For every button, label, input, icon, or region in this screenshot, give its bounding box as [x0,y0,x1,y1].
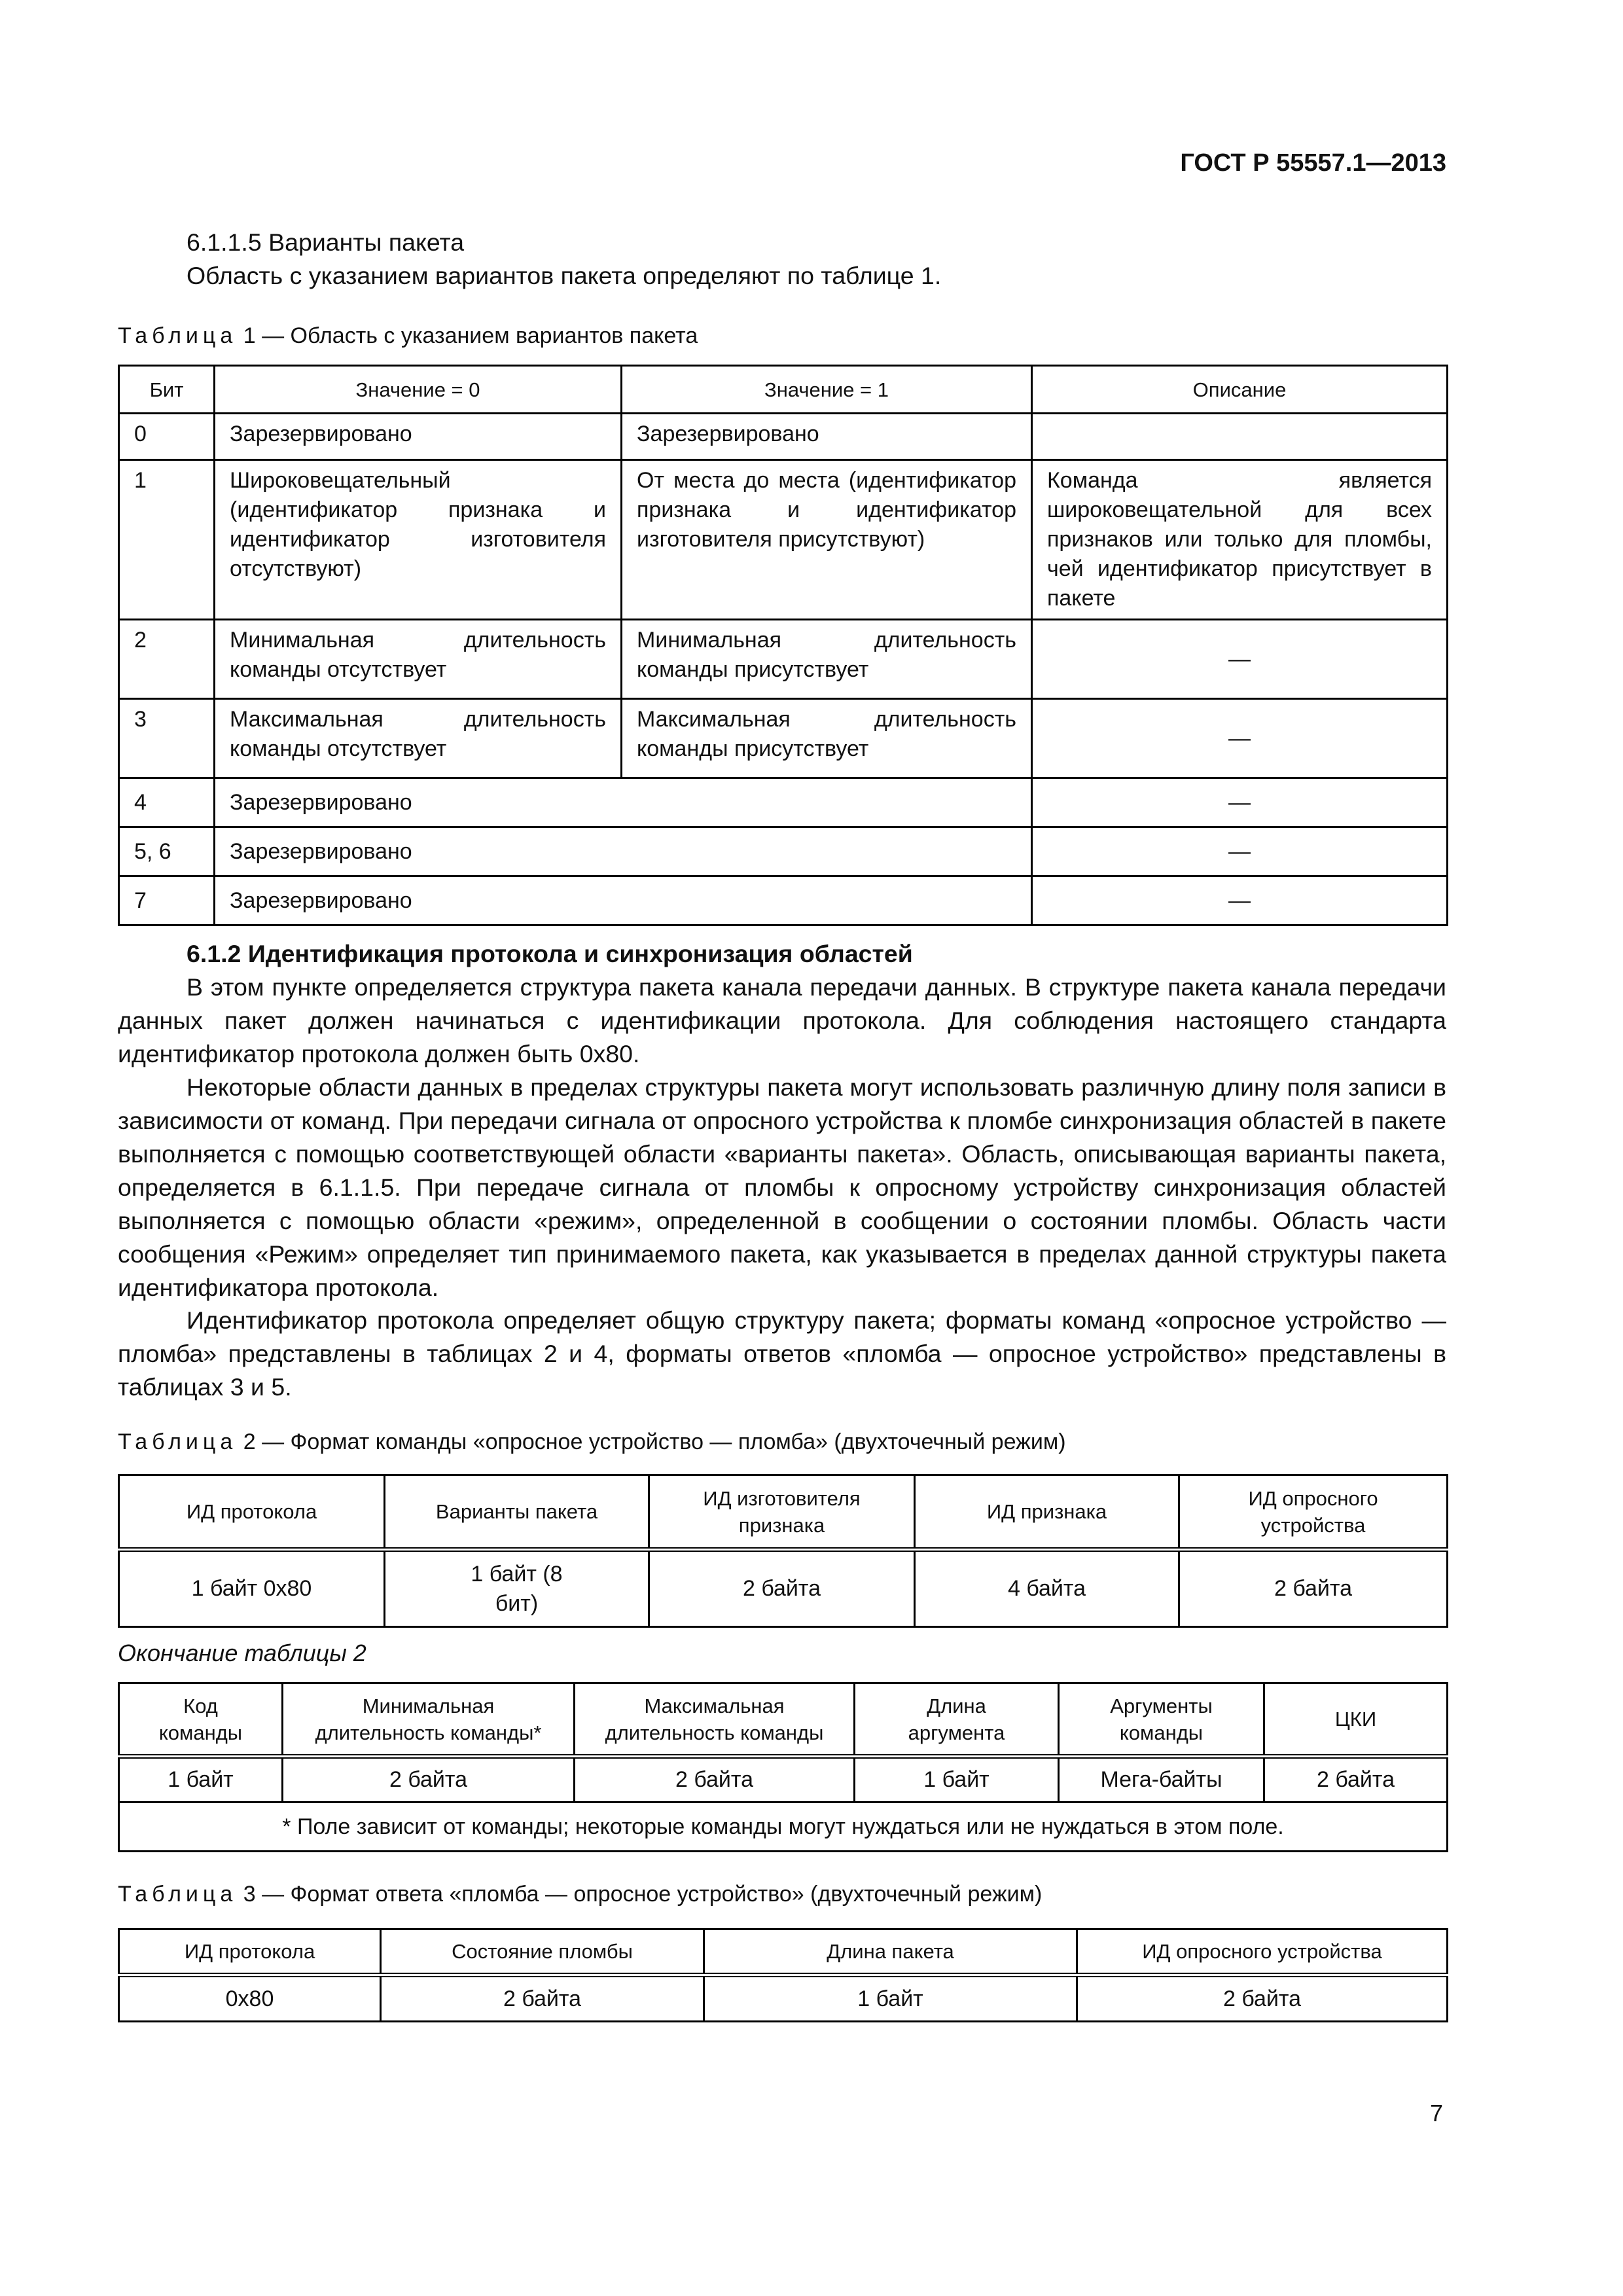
table-header-row [119,1475,1448,1550]
table-2-continuation [118,1682,1448,1852]
table-cell: Зарезервировано [215,876,1032,925]
table2-caption: Таблица 2 — Формат команды «опросное устройство — пломба» (двухточечный режим) [118,1429,1066,1454]
table-cell: Максимальная длительность команды отсутствует [215,699,622,778]
table-cell: Минимальная длительность команды присутствует [622,620,1032,699]
table-cell: 1 байт [704,1975,1077,2022]
table-header-cell: Значение = 0 [215,366,622,414]
table-cell: Широковещательный (идентификатор признака и идентификатор изготовителя отсутствуют) [215,460,622,620]
table-header-cell: Бит [119,366,215,414]
table-cell: 2 байта [1077,1975,1448,2022]
table-header-cell: Длина пакета [704,1929,1077,1975]
table-header-cell: ИД изготовителя признака [649,1475,915,1550]
table-1 [118,365,1448,926]
table-cell: 3 [119,699,215,778]
section-title-612: 6.1.2 Идентификация протокола и синхронизация областей [187,940,913,967]
table-cell: 1 байт 0x80 [119,1550,385,1627]
table-header-cell: ЦКИ [1264,1683,1448,1757]
table-cell: 2 [119,620,215,699]
page-number: 7 [1429,2100,1443,2126]
paragraph-1: В этом пункте определяется структура пакета канала передачи данных. В структуре пакета канала передачи данных пакет должен начинаться с идентификации протокола. Для соблюдения настоящего стандарта идентификатор протокола должен быть 0x80. [118,973,1446,1067]
table2-continuation-caption: Окончание таблицы 2 [118,1640,366,1666]
table-cell: 2 байта [649,1550,915,1627]
table-cell: — [1032,620,1448,699]
table-row [119,778,1448,827]
table-cell: Максимальная длительность команды присутствует [622,699,1032,778]
table-cell: 1 байт [119,1757,283,1803]
table-cell: 2 байта [1264,1757,1448,1803]
table-cell: Зарезервировано [215,827,1032,876]
table-cell [1032,414,1448,460]
table-header-cell: Варианты пакета [385,1475,649,1550]
table-row [119,827,1448,876]
table-footnote-row [119,1803,1448,1852]
table-row [119,1757,1448,1803]
table-header-cell: ИД опросного устройства [1077,1929,1448,1975]
table-header-cell: ИД опросного устройства [1179,1475,1448,1550]
table-row [119,414,1448,460]
table-header-cell: ИД протокола [119,1475,385,1550]
table-header-cell: Код команды [119,1683,283,1757]
section-text-6115: Область с указанием вариантов пакета определяют по таблице 1. [187,262,942,289]
table-header-cell: ИД признака [915,1475,1179,1550]
table-cell: 2 байта [283,1757,575,1803]
table-cell: — [1032,699,1448,778]
table-header-row [119,1683,1448,1757]
table-row [119,460,1448,620]
table-cell: Команда является широковещательной для всех признаков или только для пломбы, чей идентификатор присутствует в пакете [1032,460,1448,620]
table-header-row [119,1929,1448,1975]
table-cell: 4 байта [915,1550,1179,1627]
table-row [119,699,1448,778]
table-row [119,1975,1448,2022]
table-cell: 0x80 [119,1975,381,2022]
table-cell: Зарезервировано [622,414,1032,460]
table-header-cell: ИД протокола [119,1929,381,1975]
table-header-cell: Описание [1032,366,1448,414]
table-cell: 1 байт (8 бит) [385,1550,649,1627]
table-cell: 2 байта [575,1757,855,1803]
table-header-row [119,366,1448,414]
table-cell: 2 байта [1179,1550,1448,1627]
table-cell: Минимальная длительность команды отсутствует [215,620,622,699]
table-cell: 2 байта [381,1975,704,2022]
table-header-cell: Состояние пломбы [381,1929,704,1975]
table-cell: Мега-байты [1059,1757,1264,1803]
table3-caption: Таблица 3 — Формат ответа «пломба — опросное устройство» (двухточечный режим) [118,1882,1043,1907]
table-cell: — [1032,876,1448,925]
table1-caption: Таблица 1 — Область с указанием вариантов пакета [118,323,698,348]
table-cell: Зарезервировано [215,778,1032,827]
table-header-cell: Аргументы команды [1059,1683,1264,1757]
table-header-cell: Максимальная длительность команды [575,1683,855,1757]
table-row [119,1550,1448,1627]
table-3 [118,1928,1448,2022]
table-cell: — [1032,778,1448,827]
table-header-cell: Минимальная длительность команды* [283,1683,575,1757]
table-cell: 1 [119,460,215,620]
table-cell: От места до места (идентификатор признака и идентификатор изготовителя присутствуют) [622,460,1032,620]
table-cell: 4 [119,778,215,827]
table-cell: — [1032,827,1448,876]
table-row [119,620,1448,699]
table-cell: 1 байт [855,1757,1059,1803]
table-header-cell: Значение = 1 [622,366,1032,414]
paragraph-2: Некоторые области данных в пределах структуры пакета могут использовать различную длину поля записи в зависимости от команд. При передачи сигнала от опросного устройства к пломбе синхронизация областей в пакете выполняется с помощью соответствующей области «варианты пакета». Область, описывающая варианты пакета, определяется в 6.1.1.5. При передаче сигнала от пломбы к опросному устройству синхронизация областей выполняется с помощью области «режим», определенной в сообщении о состоянии пломбы. Область части сообщения «Режим» определяет тип принимаемого пакета, как указывается в пределах данной структуры пакета идентификатора протокола. [118,1073,1446,1301]
section-title-6115: 6.1.1.5 Варианты пакета [187,228,465,256]
table-header-cell: Длина аргумента [855,1683,1059,1757]
table-cell: 0 [119,414,215,460]
table-cell: 7 [119,876,215,925]
table-footnote: * Поле зависит от команды; некоторые команды могут нуждаться или не нуждаться в этом поле. [119,1803,1448,1852]
table-2 [118,1474,1448,1628]
paragraph-3: Идентификатор протокола определяет общую структуру пакета; форматы команд «опросное устройство — пломба» представлены в таблицах 2 и 4, форматы ответов «пломба — опросное устройство» представлены в таблицах 3 и 5. [118,1306,1446,1401]
table-cell: Зарезервировано [215,414,622,460]
table-cell: 5, 6 [119,827,215,876]
table-row [119,876,1448,925]
document-id: ГОСТ Р 55557.1—2013 [1180,149,1446,177]
